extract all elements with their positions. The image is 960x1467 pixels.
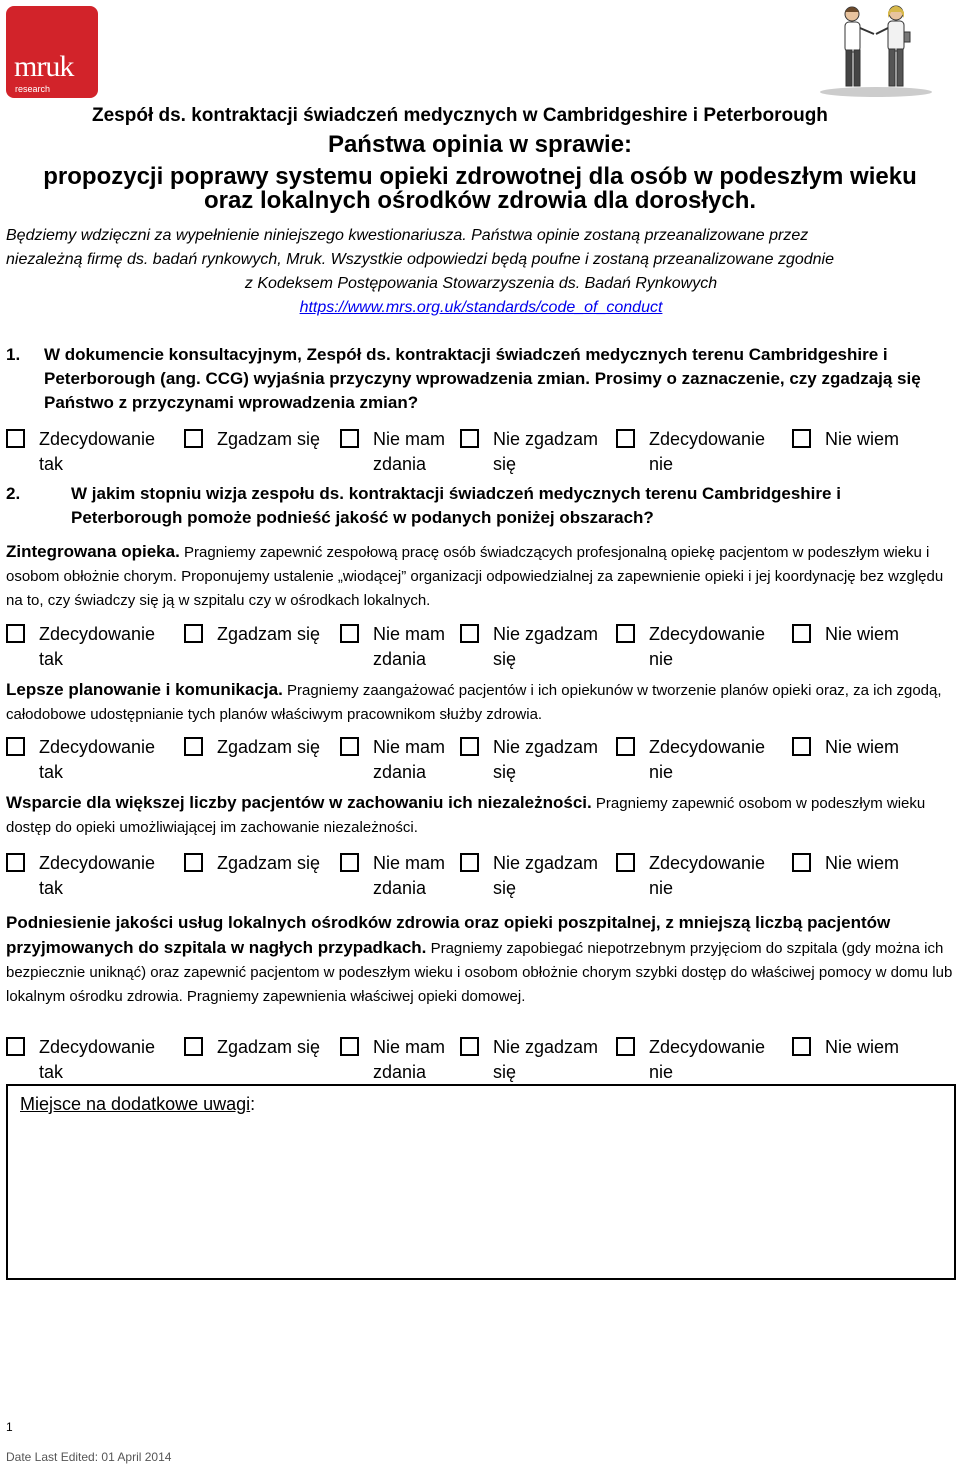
option-label-line1: Nie zgadzam xyxy=(493,1037,599,1057)
answer-scale-area3 xyxy=(6,851,956,901)
option-label-line1: Nie mam xyxy=(373,1037,446,1057)
area-integrated-care xyxy=(6,540,956,613)
question-text: W dokumencie konsultacyjnym, Zespół ds. kontraktacji świadczeń medycznych terenu Cambridgeshire i Peterborough (ang. CCG) wyjaśnia przyczyny wprowadzenia zmian. Prosimy o zaznaczenie, czy zgadzają się Państwo z przyczynami wprowadzenia zmian? xyxy=(44,345,921,412)
option-label xyxy=(493,851,598,901)
checkbox-strongly-agree[interactable] xyxy=(6,1037,25,1056)
question-number: 2. xyxy=(6,484,21,503)
option-label xyxy=(39,851,155,901)
area-title: Lepsze planowanie i komunikacja. xyxy=(6,680,283,699)
option-label-line1: Nie wiem xyxy=(825,429,900,449)
additional-comments-box[interactable] xyxy=(6,1084,956,1280)
option-label-line1: Zdecydowanie xyxy=(649,1037,766,1057)
question-2 xyxy=(6,482,956,530)
question-1 xyxy=(6,343,956,415)
option-label-line1: Zgadzam się xyxy=(217,624,321,644)
question-text: W jakim stopniu wizja zespołu ds. kontraktacji świadczeń medycznych terenu Cambridgeshire i Peterborough pomoże podnieść jakość w podanych poniżej obszarach? xyxy=(71,484,841,527)
option-label xyxy=(825,1035,899,1060)
checkbox-agree[interactable] xyxy=(184,624,203,643)
option-label xyxy=(39,427,155,477)
option-label xyxy=(39,622,155,672)
option-label xyxy=(825,427,899,452)
checkbox-disagree[interactable] xyxy=(460,429,479,448)
area-independence xyxy=(6,791,956,840)
option-label-line1: Zdecydowanie xyxy=(649,429,766,449)
organisation-heading: Zespół ds. kontraktacji świadczeń medycznych w Cambridgeshire i Peterborough xyxy=(92,105,828,126)
option-label xyxy=(649,851,765,901)
option-label-line2: tak xyxy=(39,649,64,669)
answer-scale-area2 xyxy=(6,735,956,785)
last-edited-date: Date Last Edited: 01 April 2014 xyxy=(6,1450,172,1464)
checkbox-dont-know[interactable] xyxy=(792,624,811,643)
option-label-line1: Zdecydowanie xyxy=(649,853,766,873)
checkbox-neutral[interactable] xyxy=(340,853,359,872)
option-label-line2: tak xyxy=(39,762,64,782)
option-label-line2: nie xyxy=(649,649,674,669)
option-label-line1: Zgadzam się xyxy=(217,1037,321,1057)
option-label xyxy=(493,622,598,672)
answer-scale-area4 xyxy=(6,1035,956,1085)
checkbox-dont-know[interactable] xyxy=(792,429,811,448)
option-label xyxy=(493,735,598,785)
option-label-line1: Nie zgadzam xyxy=(493,429,599,449)
checkbox-strongly-agree[interactable] xyxy=(6,737,25,756)
answer-scale-area1 xyxy=(6,622,956,672)
option-label xyxy=(825,622,899,647)
checkbox-strongly-agree[interactable] xyxy=(6,624,25,643)
option-label-line1: Zdecydowanie xyxy=(39,1037,156,1057)
option-label-line2: się xyxy=(493,1062,517,1082)
option-label-line2: zdania xyxy=(373,762,427,782)
answer-scale-q1 xyxy=(6,427,956,477)
checkbox-dont-know[interactable] xyxy=(792,853,811,872)
option-label-line2: zdania xyxy=(373,878,427,898)
checkbox-strongly-disagree[interactable] xyxy=(616,853,635,872)
option-label-line1: Nie zgadzam xyxy=(493,853,599,873)
option-label xyxy=(217,1035,320,1060)
option-label-line2: się xyxy=(493,762,517,782)
option-label xyxy=(217,851,320,876)
option-label xyxy=(217,735,320,760)
option-label xyxy=(649,735,765,785)
intro-line1: Będziemy wdzięczni za wypełnienie niniejszego kwestionariusza. Państwa opinie zostaną przeanalizowane przez xyxy=(6,227,809,244)
option-label xyxy=(649,1035,765,1085)
page-title: Państwa opinia w sprawie: xyxy=(327,131,633,158)
additional-comments-label: Miejsce na dodatkowe uwagi: xyxy=(20,1094,256,1114)
option-label-line1: Nie wiem xyxy=(825,853,900,873)
intro-line2: niezależną firmę ds. badań rynkowych, Mruk. Wszystkie odpowiedzi będą poufne i zostaną przeanalizowane zgodnie xyxy=(6,251,835,268)
checkbox-disagree[interactable] xyxy=(460,853,479,872)
question-number: 1. xyxy=(6,345,21,364)
area-text: Pragniemy zapobiegać niepotrzebnym przyjęciom do szpitala (gdy można ich bezpiecznie uniknąć) oraz zapewnić pacjentom w podeszłym wieku i osobom obłożnie chorym szybki dostęp do właściwej pomocy w domu lub lokalnym ośrodku zdrowia. Pragniemy zapewnienia właściwej opieki domowej. xyxy=(6,940,953,1005)
checkbox-neutral[interactable] xyxy=(340,1037,359,1056)
area-title: Podniesienie jakości usług lokalnych ośrodków zdrowia oraz opieki poszpitalnej, z mniejszą liczbą pacjentów przyjmowanych do szpitala w nagłych przypadkach. xyxy=(6,913,891,957)
option-label-line1: Nie zgadzam xyxy=(493,624,599,644)
logo-sub: research xyxy=(15,84,51,94)
option-label xyxy=(373,735,445,785)
option-label-line2: nie xyxy=(649,878,674,898)
option-label xyxy=(493,427,598,477)
option-label xyxy=(493,1035,598,1085)
checkbox-strongly-disagree[interactable] xyxy=(616,1037,635,1056)
checkbox-dont-know[interactable] xyxy=(792,737,811,756)
option-label-line2: się xyxy=(493,454,517,474)
checkbox-strongly-agree[interactable] xyxy=(6,429,25,448)
option-label-line1: Zgadzam się xyxy=(217,429,321,449)
option-label-line2: nie xyxy=(649,762,674,782)
page-number: 1 xyxy=(6,1420,13,1434)
option-label-line2: tak xyxy=(39,454,64,474)
logo-word: mruk xyxy=(14,50,74,83)
option-label-line2: tak xyxy=(39,1062,64,1082)
page-subtitle-line1: propozycji poprawy systemu opieki zdrowotnej dla osób w podeszłym wieku xyxy=(43,163,917,190)
option-label-line1: Zdecydowanie xyxy=(39,737,156,757)
option-label xyxy=(39,735,155,785)
option-label xyxy=(373,851,445,901)
option-label xyxy=(649,427,765,477)
checkbox-strongly-disagree[interactable] xyxy=(616,624,635,643)
option-label xyxy=(373,622,445,672)
area-text: Pragniemy zaangażować pacjentów i ich opiekunów w tworzenie planów opieki oraz, za ich zgodą, całodobowe udostępnianie tych planów właściwym pracownikom służby zdrowia. xyxy=(6,682,942,723)
option-label xyxy=(217,622,320,647)
option-label-line1: Zgadzam się xyxy=(217,737,321,757)
mruk-logo xyxy=(6,6,98,98)
code-of-conduct-link[interactable]: https://www.mrs.org.uk/standards/code_of_conduct xyxy=(299,299,663,316)
checkbox-agree[interactable] xyxy=(184,1037,203,1056)
intro-text xyxy=(6,224,956,320)
area-planning xyxy=(6,678,956,727)
option-label-line1: Zdecydowanie xyxy=(39,624,156,644)
checkbox-agree[interactable] xyxy=(184,429,203,448)
checkbox-strongly-disagree[interactable] xyxy=(616,429,635,448)
option-label xyxy=(39,1035,155,1085)
option-label-line1: Zdecydowanie xyxy=(39,429,156,449)
option-label-line1: Nie wiem xyxy=(825,737,900,757)
option-label-line2: nie xyxy=(649,1062,674,1082)
checkbox-neutral[interactable] xyxy=(340,624,359,643)
checkbox-agree[interactable] xyxy=(184,853,203,872)
option-label-line1: Nie zgadzam xyxy=(493,737,599,757)
option-label-line1: Nie mam xyxy=(373,737,446,757)
checkbox-neutral[interactable] xyxy=(340,737,359,756)
checkbox-neutral[interactable] xyxy=(340,429,359,448)
option-label-line1: Nie mam xyxy=(373,429,446,449)
checkbox-dont-know[interactable] xyxy=(792,1037,811,1056)
option-label-line1: Zdecydowanie xyxy=(649,737,766,757)
option-label-line1: Nie mam xyxy=(373,853,446,873)
page-subtitle-line2: oraz lokalnych ośrodków zdrowia dla dorosłych. xyxy=(203,187,757,214)
option-label xyxy=(373,427,445,477)
area-local-services xyxy=(6,911,956,1009)
option-label-line2: się xyxy=(493,649,517,669)
option-label xyxy=(825,851,899,876)
area-title: Zintegrowana opieka. xyxy=(6,542,180,561)
area-text: Pragniemy zapewnić zespołową pracę osób świadczących profesjonalną opiekę pacjentom w podeszłym wieku i osobom obłożnie chorym. Proponujemy ustalenie „wiodącej” organizacji odpowiedzialnej za zapewnienie opieki i jej koordynację bez względu na to, czy świadczy się ją w szpitalu czy w ośrodkach lokalnych. xyxy=(6,544,944,609)
option-label xyxy=(825,735,899,760)
option-label-line2: zdania xyxy=(373,1062,427,1082)
option-label-line1: Nie mam xyxy=(373,624,446,644)
checkbox-strongly-disagree[interactable] xyxy=(616,737,635,756)
checkbox-disagree[interactable] xyxy=(460,624,479,643)
checkbox-disagree[interactable] xyxy=(460,737,479,756)
option-label-line2: tak xyxy=(39,878,64,898)
option-label-line2: nie xyxy=(649,454,674,474)
intro-line3: z Kodeksem Postępowania Stowarzyszenia ds. Badań Rynkowych xyxy=(244,275,718,292)
option-label-line1: Zgadzam się xyxy=(217,853,321,873)
option-label xyxy=(649,622,765,672)
people-illustration-icon xyxy=(818,2,934,98)
option-label-line2: się xyxy=(493,878,517,898)
option-label-line1: Nie wiem xyxy=(825,624,900,644)
option-label xyxy=(217,427,320,452)
option-label-line1: Zdecydowanie xyxy=(39,853,156,873)
area-text: Pragniemy zapewnić osobom w podeszłym wieku dostęp do opieki umożliwiającej im zachowanie niezależności. xyxy=(6,795,926,836)
checkbox-disagree[interactable] xyxy=(460,1037,479,1056)
option-label-line1: Zdecydowanie xyxy=(649,624,766,644)
checkbox-agree[interactable] xyxy=(184,737,203,756)
checkbox-strongly-agree[interactable] xyxy=(6,853,25,872)
option-label-line1: Nie wiem xyxy=(825,1037,900,1057)
option-label xyxy=(373,1035,445,1085)
option-label-line2: zdania xyxy=(373,454,427,474)
area-title: Wsparcie dla większej liczby pacjentów w zachowaniu ich niezależności. xyxy=(6,793,592,812)
option-label-line2: zdania xyxy=(373,649,427,669)
